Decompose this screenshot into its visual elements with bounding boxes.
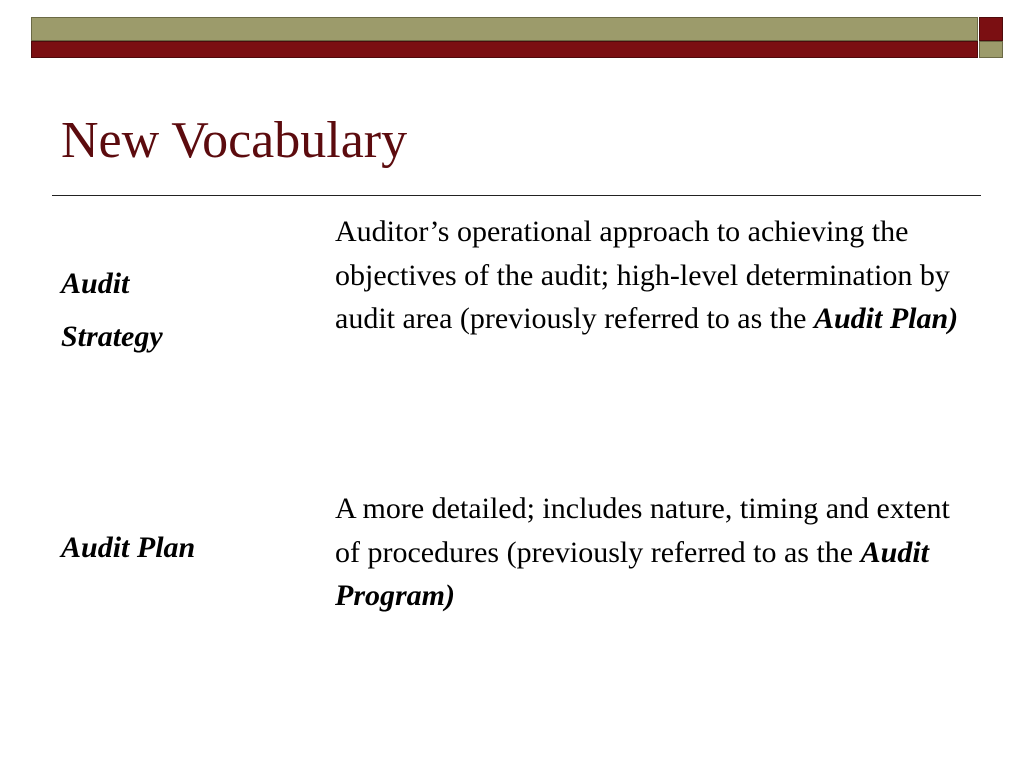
definition-emphasis: Audit Program)	[335, 535, 929, 612]
header-banner-olive	[31, 17, 978, 41]
vocab-term-audit-plan	[61, 521, 195, 574]
header-square-maroon	[979, 17, 1003, 41]
header-banner-maroon	[31, 41, 978, 58]
definition-emphasis: Audit Plan)	[813, 302, 959, 335]
vocab-definition-audit-plan	[335, 487, 975, 618]
term-line: Audit	[61, 267, 130, 300]
slide-title: New Vocabulary	[61, 112, 408, 169]
title-divider	[52, 195, 981, 196]
term-line: Strategy	[61, 320, 163, 353]
definition-text: Auditor’s operational approach to achieving the objectives of the audit; high-level determination by audit area (previously referred to as the	[335, 215, 950, 335]
header-square-olive	[979, 41, 1003, 58]
vocab-term-audit-strategy	[61, 257, 163, 363]
term-line: Audit Plan	[61, 531, 196, 564]
definition-text: A more detailed; includes nature, timing and extent of procedures (previously referred to as the	[335, 492, 950, 569]
vocab-definition-audit-strategy	[335, 210, 975, 341]
